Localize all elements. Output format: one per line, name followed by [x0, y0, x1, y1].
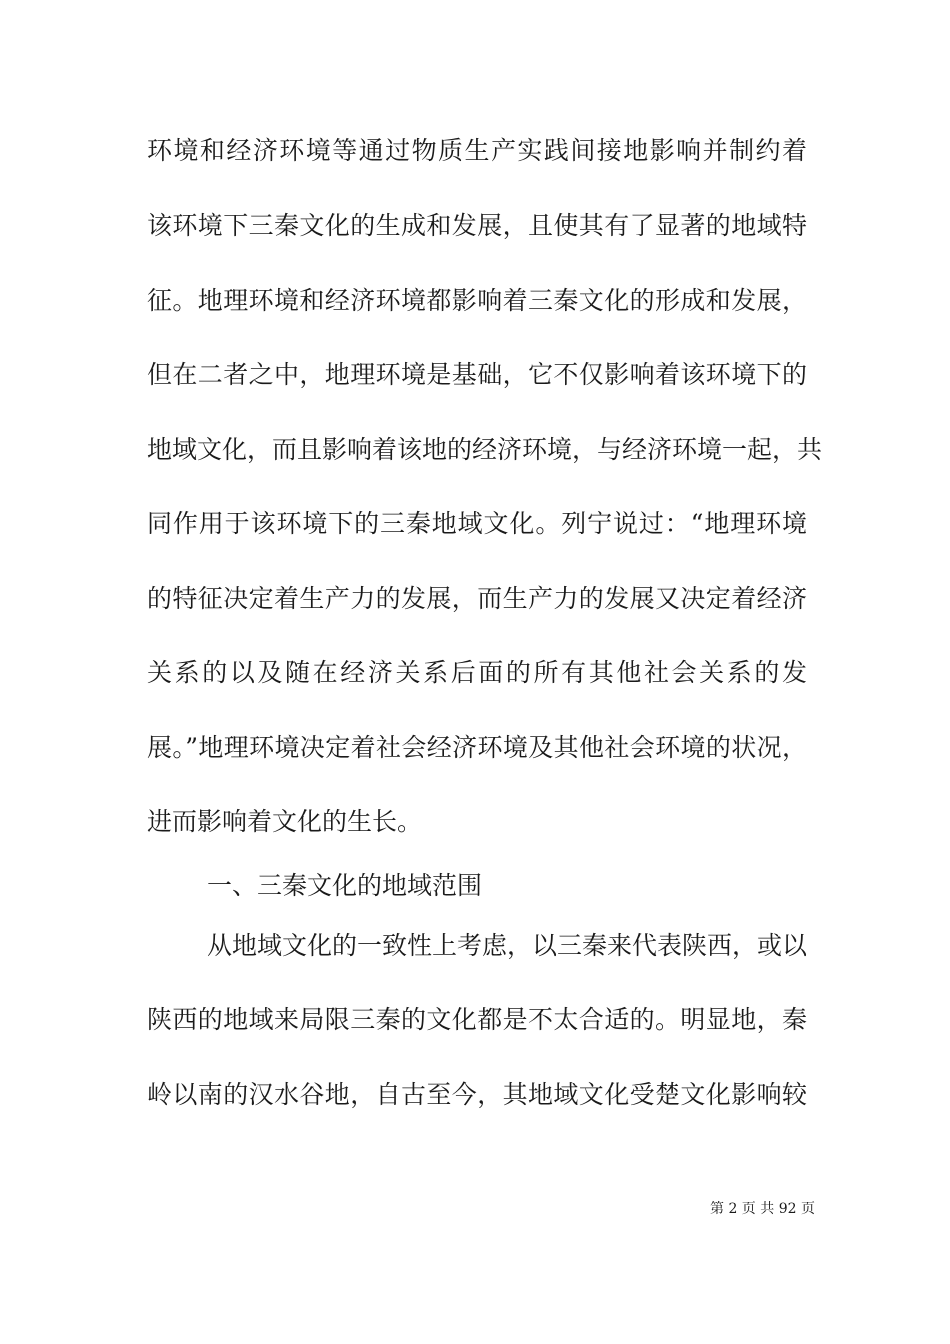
- section-heading: 一、三秦文化的地域范围: [207, 871, 483, 900]
- paragraph-line: 关系的以及随在经济关系后面的所有其他社会关系的发: [147, 658, 807, 687]
- paragraph-line: 环境和经济环境等通过物质生产实践间接地影响并制约着: [147, 136, 807, 165]
- paragraph-line: 但在二者之中，地理环境是基础，它不仅影响着该环境下的: [147, 360, 807, 389]
- paragraph-line: 同作用于该环境下的三秦地域文化。列宁说过：“地理环境: [147, 509, 807, 538]
- page-number: 第 2 页 共 92 页: [710, 1201, 815, 1217]
- paragraph-line: 该环境下三秦文化的生成和发展，且使其有了显著的地域特: [147, 211, 807, 240]
- paragraph-line: 进而影响着文化的生长。: [147, 807, 423, 836]
- paragraph-line: 征。地理环境和经济环境都影响着三秦文化的形成和发展，: [147, 286, 807, 315]
- paragraph-line: 地域文化，而且影响着该地的经济环境，与经济环境一起，共: [147, 435, 823, 464]
- paragraph-line: 陕西的地域来局限三秦的文化都是不太合适的。明显地，秦: [147, 1005, 807, 1034]
- paragraph-line: 展。”地理环境决定着社会经济环境及其他社会环境的状况，: [147, 733, 807, 762]
- paragraph-line: 从地域文化的一致性上考虑，以三秦来代表陕西，或以: [207, 931, 808, 960]
- paragraph-line: 岭以南的汉水谷地，自古至今，其地域文化受楚文化影响较: [147, 1080, 807, 1109]
- paragraph-line: 的特征决定着生产力的发展，而生产力的发展又决定着经济: [147, 584, 807, 613]
